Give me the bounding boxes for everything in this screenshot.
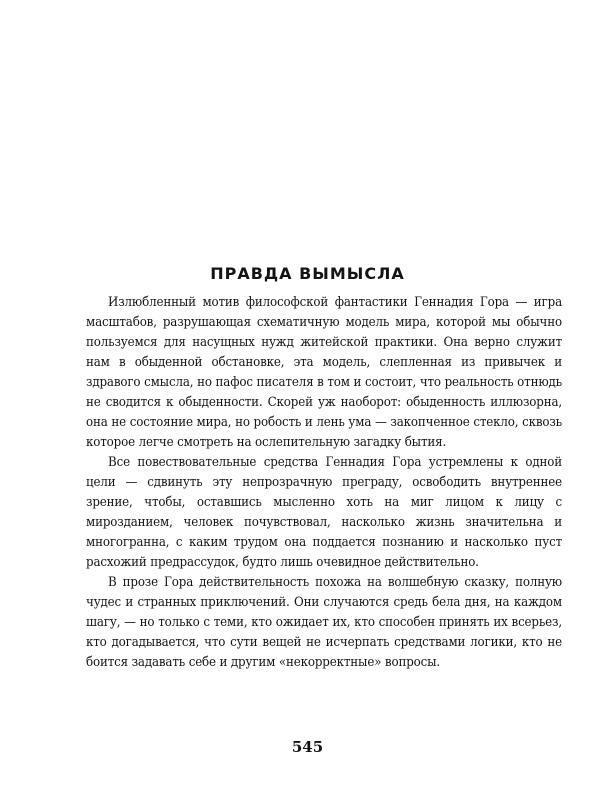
page-number: 545 [291, 738, 324, 756]
paragraph-1: Излюбленный мотив философской фантастики Геннадия Гора — игра масштабов, разрушающая схематичную модель мира, которой мы обычно пользуемся для насущных нужд житейской практики. Она верно служит нам в обыденной обстановке, эта модель, слепленная из привычек и здравого смысла, но пафос писателя в том и состоит, что реальность отнюдь не сводится к обыденности. Скорей уж наоборот: обыденность иллюзорна, она не состояние мира, но робость и лень ума — закопченное стекло, сквозь которое легче смотреть на ослепительную загадку бытия. [86, 295, 562, 450]
paragraph-3: В прозе Гора действительность похожа на волшебную сказку, полную чудес и странных приключений. Они случаются средь бела дня, на каждом шагу, — но только с теми, кто ожидает их, кто способен принять их всерьез, кто догадывается, что сути вещей не исчерпать средствами логики, кто не боится задавать себе и другим «некорректные» вопросы. [86, 575, 562, 670]
chapter-heading: ПРАВДА ВЫМЫСЛА [210, 264, 405, 283]
body-text [86, 293, 562, 673]
paragraph-2: Все повествовательные средства Геннадия Гора устремлены к одной цели — сдвинуть эту непрозрачную преграду, освободить внутреннее зрение, чтобы, оставшись мысленно хоть на миг лицом к лицу с мирозданием, человек почувствовал, насколько жизнь значительна и многогранна, с каким трудом она поддается познанию и насколько пуст расхожий предрассудок, будто лишь очевидное действительно. [86, 455, 562, 570]
